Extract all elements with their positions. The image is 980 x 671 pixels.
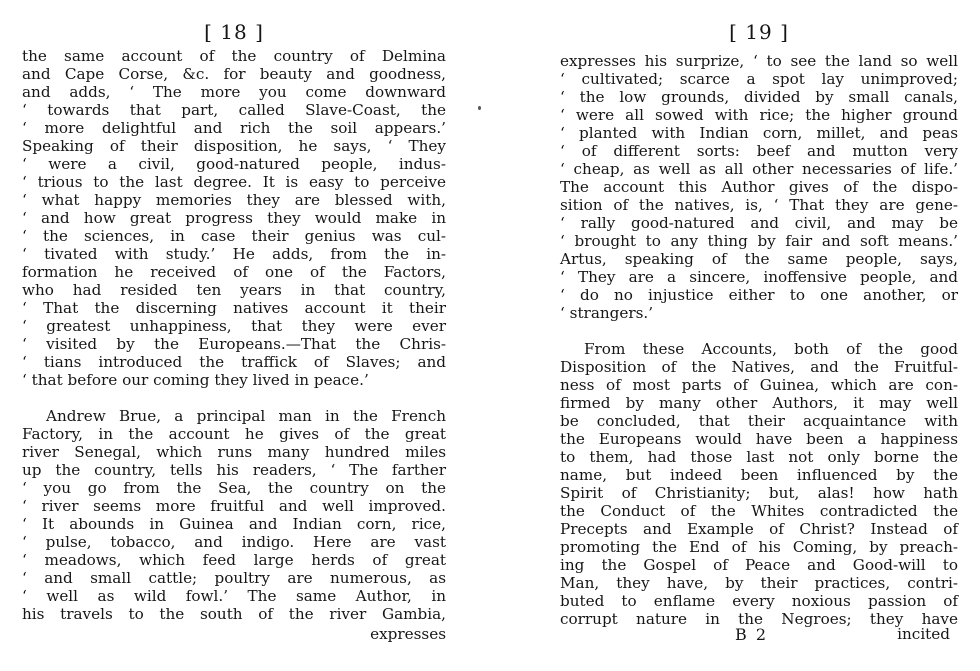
text-line: name, but indeed been influenced by the (560, 466, 958, 484)
text-line: ‘ were all sowed with rice; the higher ground (560, 106, 958, 124)
text-line: ‘ you go from the Sea, the country on the (22, 479, 446, 497)
text-line: formation he received of one of the Factors, (22, 263, 446, 281)
text-line: ‘ the sciences, in case their genius was cul- (22, 227, 446, 245)
text-line: Man, they have, by their practices, contri- (560, 574, 958, 592)
text-line: promoting the End of his Coming, by preach- (560, 538, 958, 556)
text-line: ‘ strangers.’ (560, 304, 654, 322)
text-line: ‘ and how great progress they would make in (22, 209, 446, 227)
text-line: sition of the natives, is, ‘ That they are gene- (560, 196, 958, 214)
text-line: ing the Gospel of Peace and Good-will to (560, 556, 958, 574)
text-line: and Cape Corse, &c. for beauty and goodness, (22, 65, 446, 83)
text-line: ‘ towards that part, called Slave-Coast, the (22, 101, 446, 119)
text-line: ‘ of different sorts: beef and mutton very (560, 142, 958, 160)
text-line: ‘ tivated with study.’ He adds, from the in- (22, 245, 446, 263)
text-line: ‘ do no injustice either to one another, or (560, 286, 958, 304)
text-line: expresses his surprize, ‘ to see the land so well (560, 52, 958, 70)
text-line: river Senegal, which runs many hundred miles (22, 443, 446, 461)
text-line: ‘ planted with Indian corn, millet, and peas (560, 124, 958, 142)
text-line: ‘ were a civil, good-natured people, indus- (22, 155, 446, 173)
text-line: ‘ rally good-natured and civil, and may be (560, 214, 958, 232)
text-line: ‘ tians introduced the traffick of Slaves; and (22, 353, 446, 371)
page-footer (560, 625, 958, 665)
gutter-mark (478, 106, 481, 110)
catchword: incited (897, 625, 950, 643)
text-line: ‘ pulse, tobacco, and indigo. Here are vast (22, 533, 446, 551)
text-line: ‘ meadows, which feed large herds of great (22, 551, 446, 569)
text-line: and adds, ‘ The more you come downward (22, 83, 446, 101)
text-line: who had resided ten years in that country, (22, 281, 446, 299)
paragraph (560, 340, 958, 628)
text-line: the Conduct of the Whites contradicted the (560, 502, 958, 520)
text-line: ‘ the low grounds, divided by small canals, (560, 88, 958, 106)
text-line: buted to enflame every noxious passion of (560, 592, 958, 610)
text-line: to them, had those last not only borne the (560, 448, 958, 466)
page-footer (22, 625, 446, 665)
catchword: expresses (370, 625, 446, 643)
text-line: corrupt nature in the Negroes; they have (560, 610, 958, 628)
text-line: Factory, in the account he gives of the great (22, 425, 446, 443)
text-line: Precepts and Example of Christ? Instead of (560, 520, 958, 538)
text-line: ‘ what happy memories they are blessed with, (22, 191, 446, 209)
text-line: ‘ that before our coming they lived in peace.’ (22, 371, 369, 389)
text-line: ‘ cultivated; scarce a spot lay unimproved; (560, 70, 958, 88)
left-page (22, 0, 446, 671)
text-line: ‘ brought to any thing by fair and soft means.’ (560, 232, 958, 250)
text-line: ‘ well as wild fowl.’ The same Author, in (22, 587, 446, 605)
text-line: ‘ visited by the Europeans.—That the Chris- (22, 335, 446, 353)
text-line: ‘ and small cattle; poultry are numerous, as (22, 569, 446, 587)
text-line: the Europeans would have been a happiness (560, 430, 958, 448)
text-line: ‘ cheap, as well as all other necessaries of life.’ (560, 160, 958, 178)
text-line: up the country, tells his readers, ‘ The farther (22, 461, 446, 479)
text-line: the same account of the country of Delmina (22, 47, 446, 65)
right-page (560, 0, 958, 671)
text-line: Speaking of their disposition, he says, ‘ They (22, 137, 446, 155)
text-line: ‘ river seems more fruitful and well improved. (22, 497, 446, 515)
text-line: his travels to the south of the river Gambia, (22, 605, 446, 623)
signature-mark: B 2 (735, 625, 769, 644)
text-line: ‘ more delightful and rich the soil appears.’ (22, 119, 446, 137)
text-line: ness of most parts of Guinea, which are con- (560, 376, 958, 394)
text-line: Disposition of the Natives, and the Fruitful- (560, 358, 958, 376)
paragraph (22, 407, 446, 623)
page-number: [ 18 ] (204, 20, 264, 44)
text-line: From these Accounts, both of the good (584, 340, 958, 358)
text-line: Andrew Brue, a principal man in the French (46, 407, 446, 425)
text-line: firmed by many other Authors, it may well (560, 394, 958, 412)
text-line: ‘ It abounds in Guinea and Indian corn, rice, (22, 515, 446, 533)
text-line: The account this Author gives of the dispo- (560, 178, 958, 196)
text-line: ‘ That the discerning natives account it their (22, 299, 446, 317)
text-line: be concluded, that their acquaintance with (560, 412, 958, 430)
paragraph (22, 47, 446, 389)
text-line: Spirit of Christianity; but, alas! how hath (560, 484, 958, 502)
text-line: ‘ greatest unhappiness, that they were ever (22, 317, 446, 335)
page-number: [ 19 ] (729, 20, 789, 44)
text-line: ‘ trious to the last degree. It is easy to perceive (22, 173, 446, 191)
paragraph (560, 52, 958, 322)
text-line: ‘ They are a sincere, inoffensive people, and (560, 268, 958, 286)
text-line: Artus, speaking of the same people, says, (560, 250, 958, 268)
